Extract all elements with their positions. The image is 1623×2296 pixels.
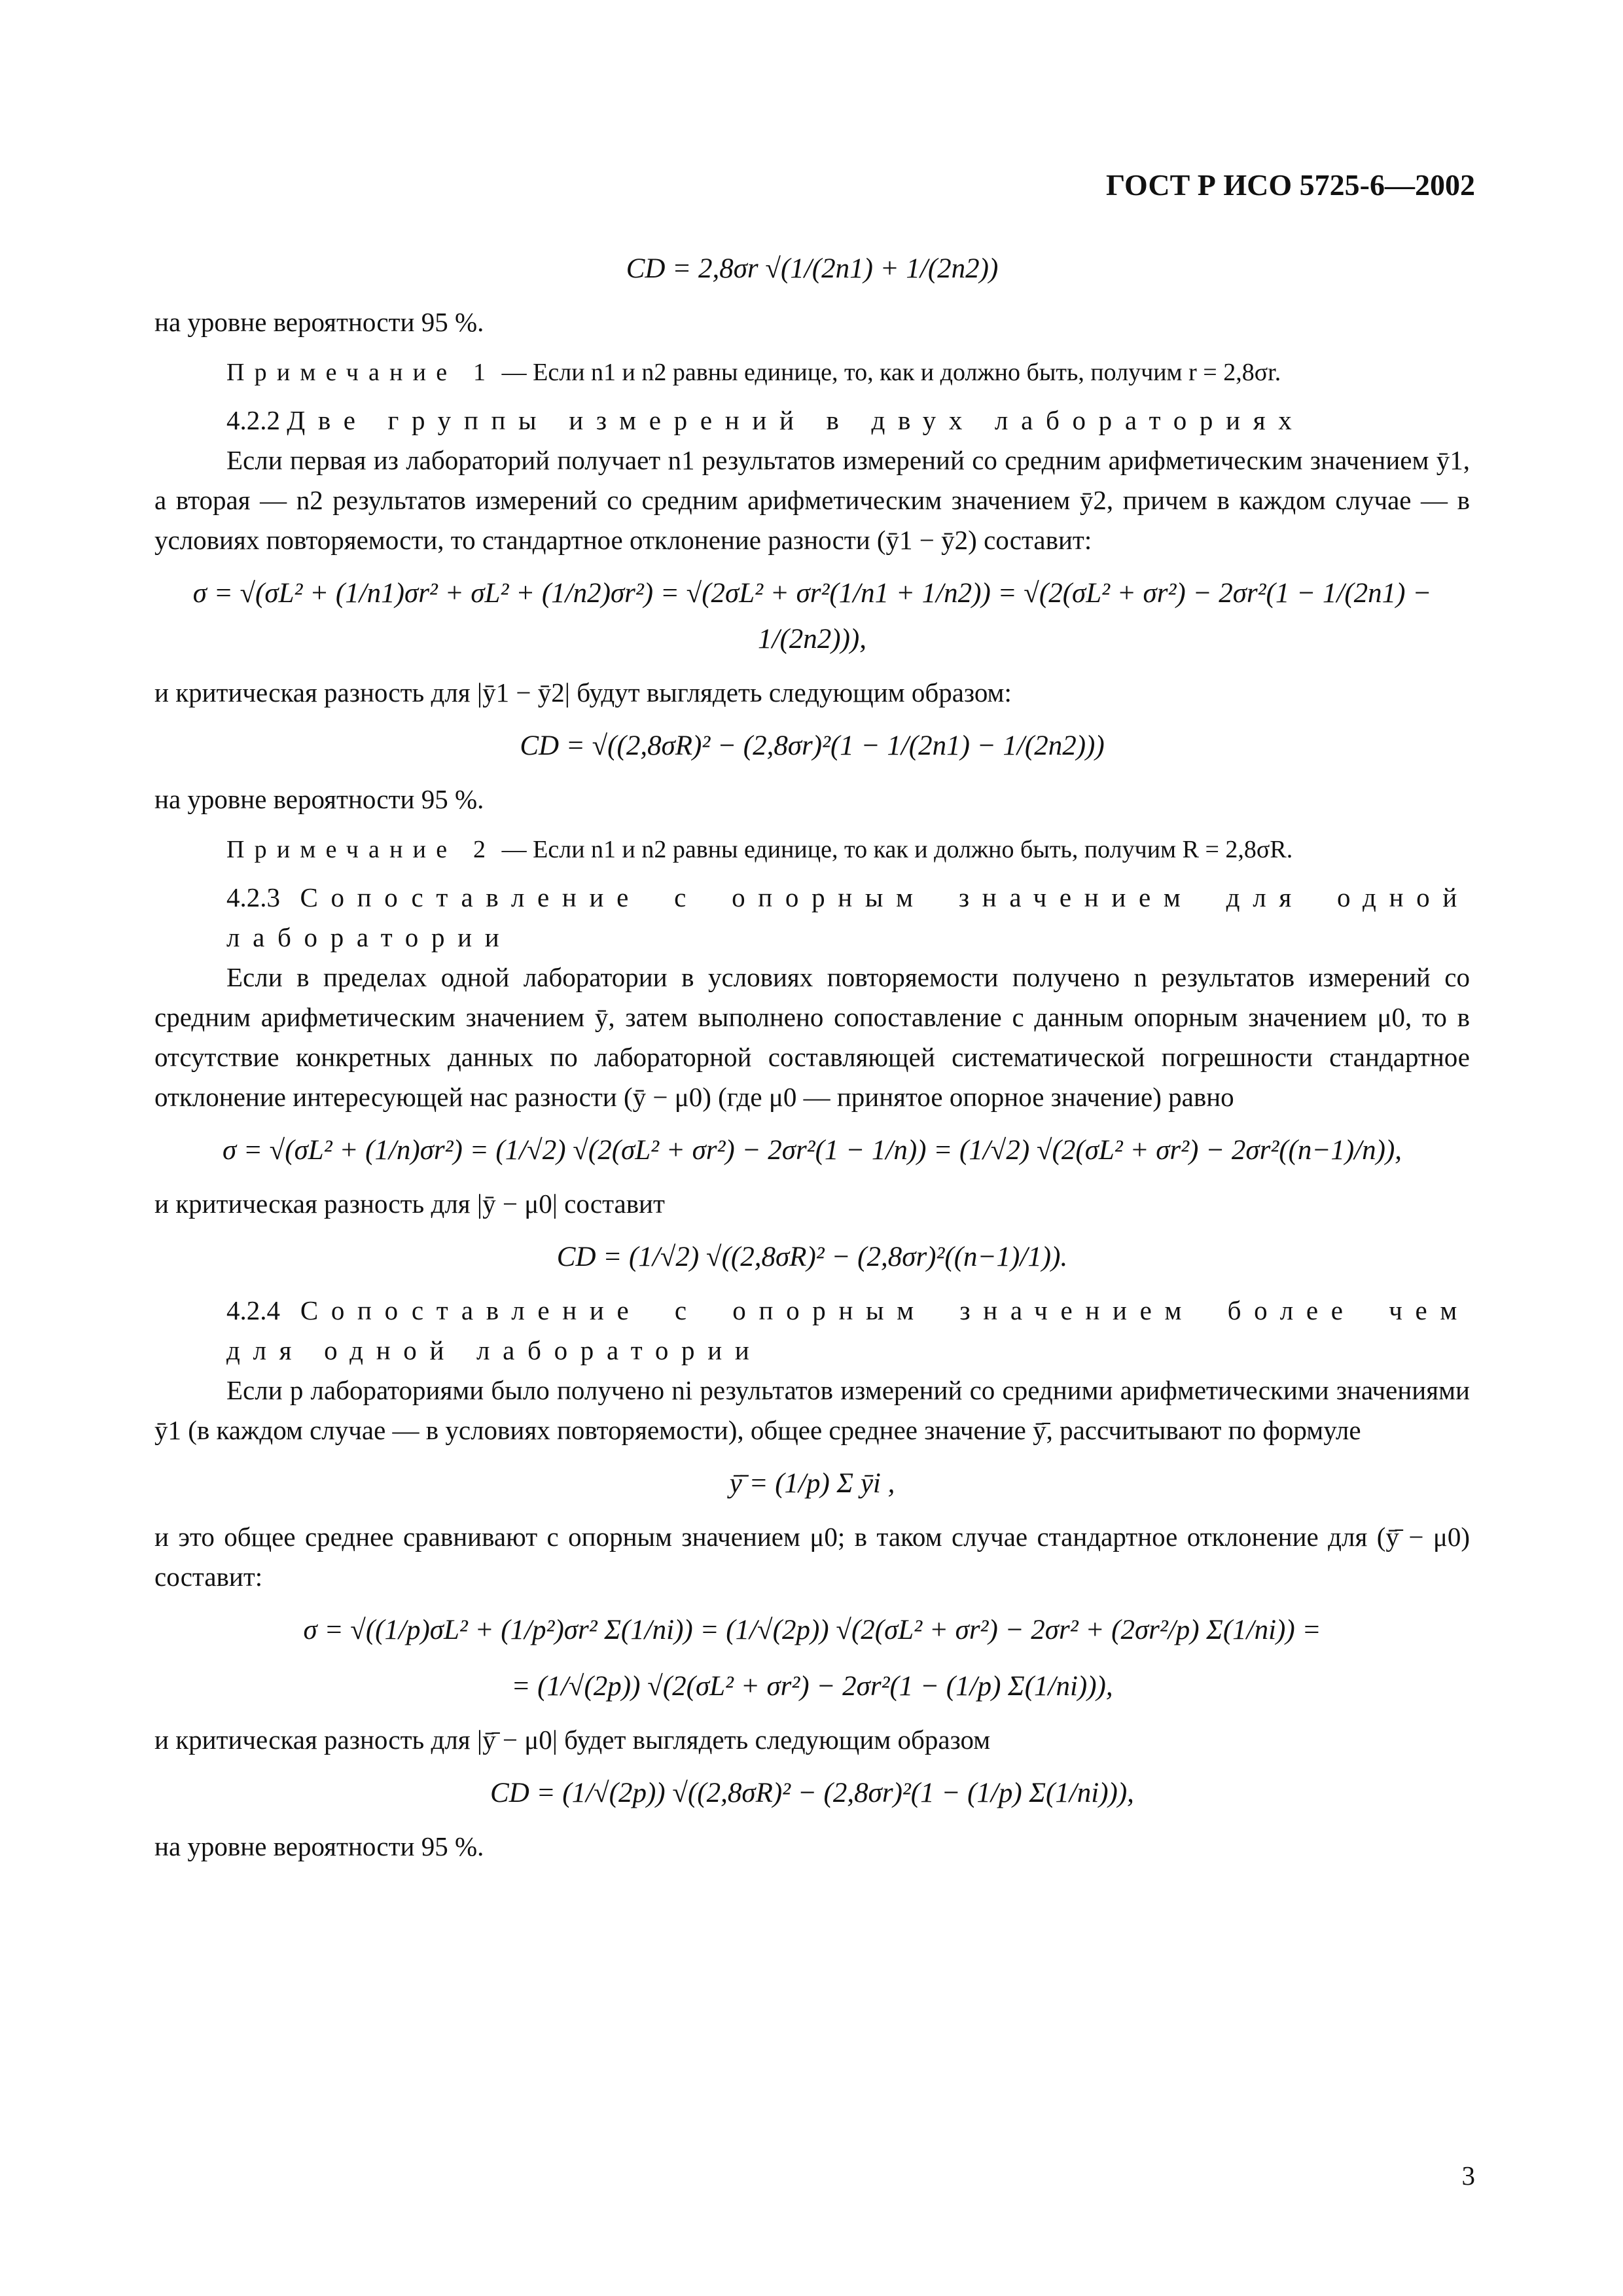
formula-sigma-one-lab-reference: σ = √(σL² + (1/n)σr²) = (1/√2) √(2(σL² + σr²) − 2σr²(1 − 1/n)) = (1/√2) √(2(σL² + σr²) − 2σr²((n−1)/n)), <box>222 1135 1402 1166</box>
section-4-2-2-heading <box>154 401 1470 440</box>
note-label: Примечание 2 <box>226 836 496 863</box>
section-title: Сопоставление с опорным значением для одной лаборатории <box>226 882 1470 952</box>
paragraph-4-2-3: Если в пределах одной лаборатории в условиях повторяемости получено n результатов измерений со средним арифметическим значением ȳ, затем выполнено сопоставление с данным опорным значением μ0, то в отсутствие конкретных данных по лабораторной составляющей систематической погрешности стандартное отклонение интересующей нас разности (ȳ − μ0) (где μ0 — принятое опорное значение) равно <box>154 962 1470 1112</box>
formula-cd-multi-lab: CD = (1/√(2p)) √((2,8σR)² − (2,8σr)²(1 − (1/p) Σ(1/ni))), <box>490 1778 1134 1808</box>
paragraph-4-2-3-critical: и критическая разность для |ȳ − μ0| составит <box>154 1189 665 1219</box>
paragraph-4-2-2-critical: и критическая разность для |ȳ1 − ȳ2| будут выглядеть следующим образом: <box>154 677 1012 708</box>
section-number: 4.2.2 <box>226 405 287 435</box>
section-number: 4.2.4 <box>226 1295 300 1325</box>
standard-code-header: ГОСТ Р ИСО 5725-6—2002 <box>1105 168 1475 202</box>
section-title: Сопоставление с опорным значением более чем для одной лаборатории <box>226 1295 1471 1365</box>
formula-cd-one-lab-reference: CD = (1/√2) √((2,8σR)² − (2,8σr)²((n−1)/1)). <box>556 1242 1068 1272</box>
note-label: Примечание 1 <box>226 359 496 386</box>
section-number: 4.2.3 <box>226 882 300 912</box>
formula-grand-mean: ȳ̄ = (1/p) Σ ȳi , <box>729 1468 895 1499</box>
section-4-2-3-heading <box>154 878 1470 958</box>
formula-cd-two-labs: CD = √((2,8σR)² − (2,8σr)²(1 − 1/(2n1) − 1/(2n2))) <box>520 730 1105 761</box>
page-number: 3 <box>1461 2161 1475 2191</box>
paragraph-4-2-4-critical: и критическая разность для |ȳ̄ − μ0| будет выглядеть следующим образом <box>154 1725 991 1755</box>
confidence-level-text: на уровне вероятности 95 %. <box>154 784 484 814</box>
section-4-2-4-heading <box>154 1291 1470 1371</box>
formula-sigma-multi-lab-continued: = (1/√(2p)) √(2(σL² + σr²) − 2σr²(1 − (1/p) Σ(1/ni))), <box>511 1671 1113 1702</box>
confidence-level-text: на уровне вероятности 95 %. <box>154 1831 484 1861</box>
paragraph-4-2-2: Если первая из лабораторий получает n1 результатов измерений со средним арифметическим значением ȳ1, а вторая — n2 результатов измерений со средним арифметическим значением ȳ2, причем в каждом случае — в условиях повторяемости, то стандартное отклонение разности (ȳ1 − ȳ2) составит: <box>154 445 1470 555</box>
paragraph-4-2-4: Если p лабораториями было получено ni результатов измерений со средними арифметическими значениями ȳ1 (в каждом случае — в условиях повторяемости), общее среднее значение ȳ̄, рассчитывают по формуле <box>154 1375 1470 1445</box>
formula-cd-repeatability: CD = 2,8σr √(1/(2n1) + 1/(2n2)) <box>626 253 999 284</box>
formula-sigma-multi-lab: σ = √((1/p)σL² + (1/p²)σr² Σ(1/ni)) = (1/√(2p)) √(2(σL² + σr²) − 2σr² + (2σr²/p) Σ(1/ni)) = <box>303 1615 1321 1645</box>
confidence-level-text: на уровне вероятности 95 %. <box>154 307 484 337</box>
note-2 <box>154 830 1470 870</box>
page-content <box>154 236 1470 1867</box>
note-text: — Если n1 и n2 равны единице, то, как и должно быть, получим r = 2,8σr. <box>495 359 1281 386</box>
paragraph-4-2-4-sigma: и это общее среднее сравнивают с опорным значением μ0; в таком случае стандартное отклонение для (ȳ̄ − μ0) составит: <box>154 1522 1470 1592</box>
note-1 <box>154 353 1470 393</box>
formula-sigma-two-labs: σ = √(σL² + (1/n1)σr² + σL² + (1/n2)σr²) = √(2σL² + σr²(1/n1 + 1/n2)) = √(2(σL² + σr²) − 2σr²(1 − 1/(2n1) − 1/(2n2))), <box>192 578 1432 655</box>
section-title: Две группы измерений в двух лабораториях <box>287 405 1305 435</box>
note-text: — Если n1 и n2 равны единице, то как и должно быть, получим R = 2,8σR. <box>495 836 1293 863</box>
